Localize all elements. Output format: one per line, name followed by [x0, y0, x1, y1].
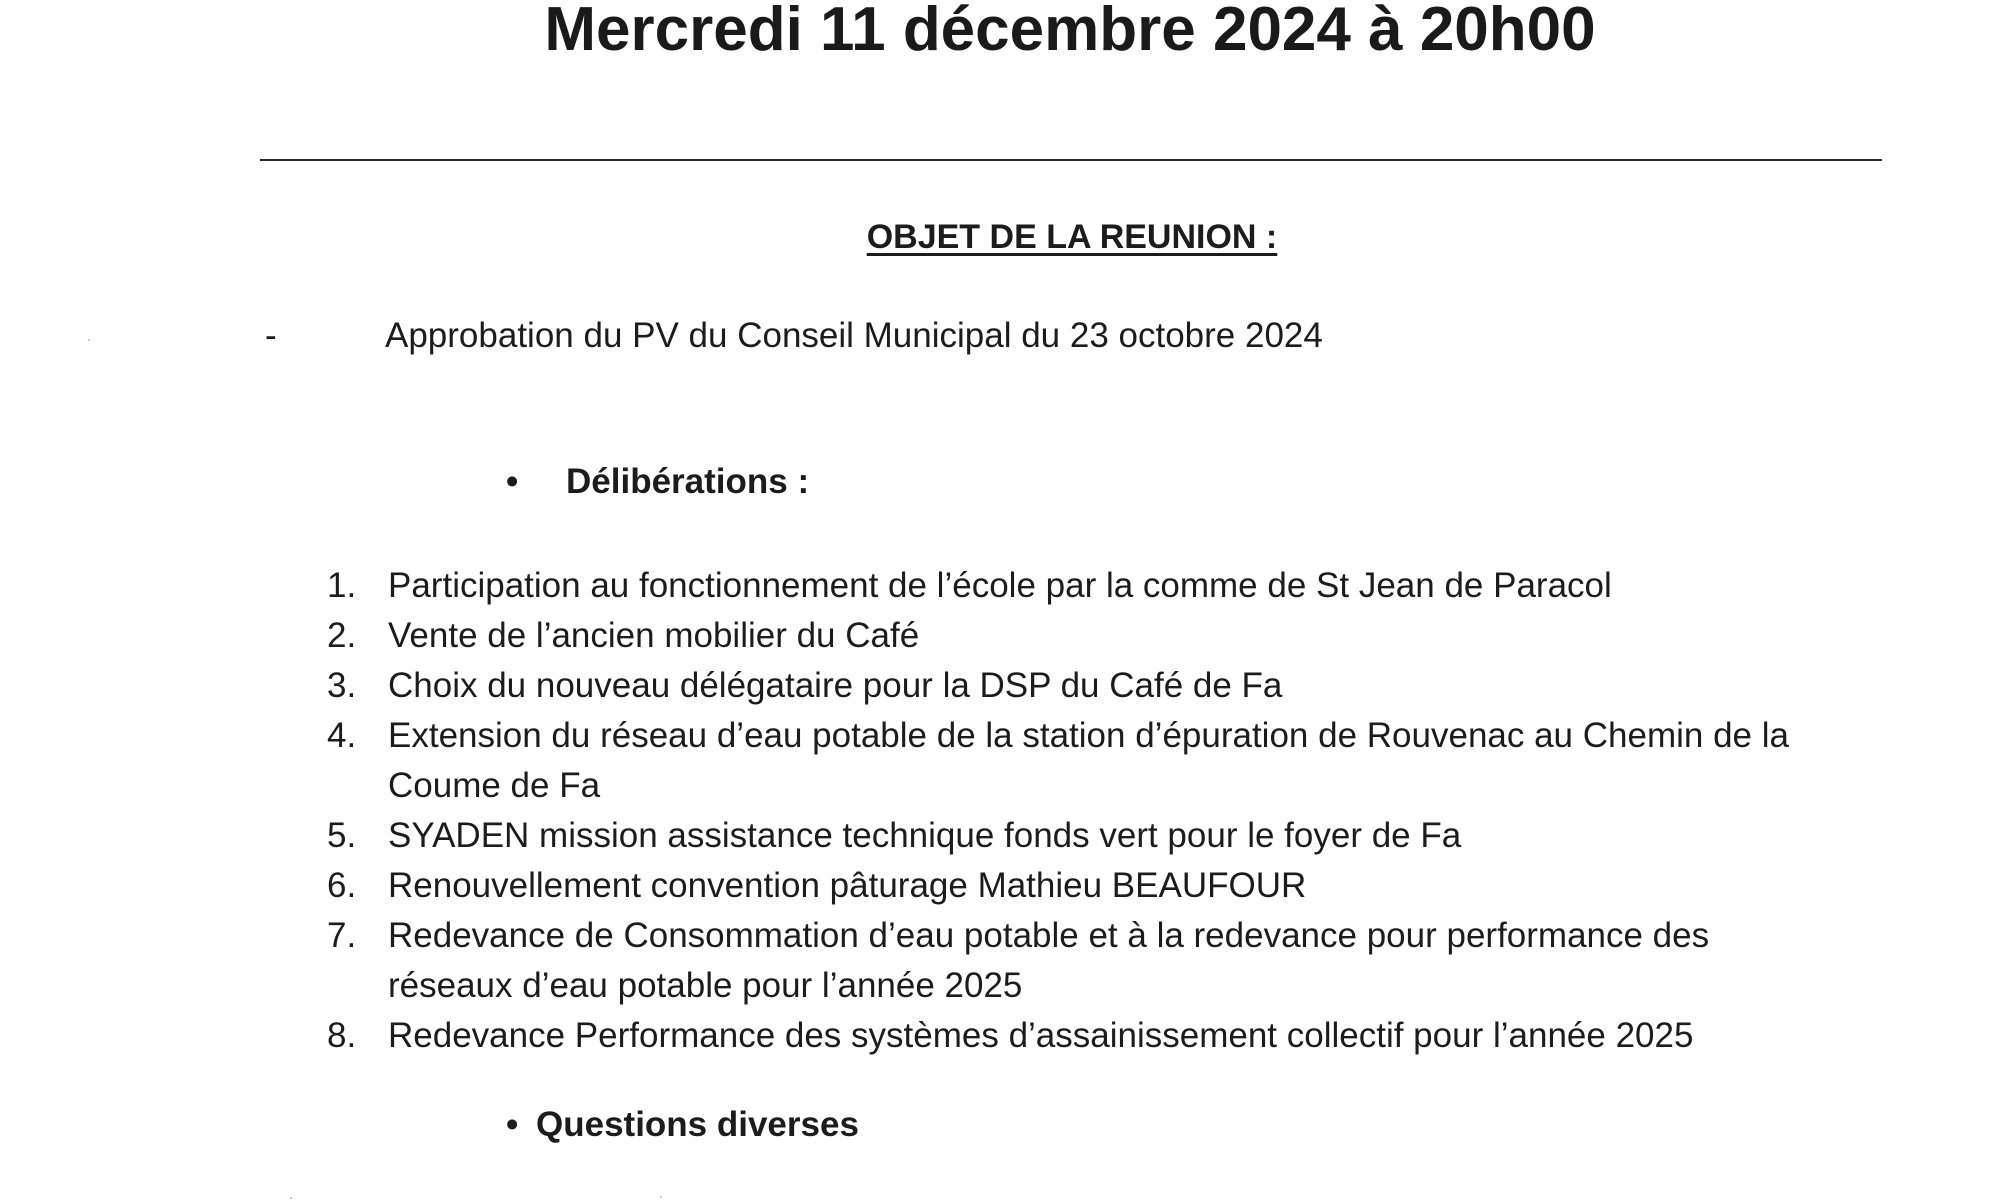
list-item	[0, 911, 1808, 1011]
dash-marker: -	[265, 316, 277, 355]
item-number: 4.	[327, 716, 357, 755]
item-number: 2.	[327, 616, 357, 655]
deliberations-heading	[506, 462, 809, 502]
item-number: 6.	[327, 866, 357, 905]
item-number: 8.	[327, 1016, 357, 1055]
item-text: Redevance Performance des systèmes d’assainissement collectif pour l’année 2025	[388, 1016, 1694, 1055]
scan-speck	[290, 1197, 292, 1199]
scan-speck	[660, 1196, 662, 1198]
bullet-icon: •	[506, 462, 519, 501]
item-number: 1.	[327, 566, 357, 605]
horizontal-divider	[260, 159, 1882, 161]
deliberations-heading-text: Délibérations :	[566, 462, 810, 501]
deliberations-list	[0, 561, 2000, 1061]
item-text: Extension du réseau d’eau potable de la station d’épuration de Rouvenac au Chemin de la Coume de Fa	[388, 716, 1789, 805]
list-item	[0, 811, 1808, 861]
item-text: Redevance de Consommation d’eau potable et à la redevance pour performance des réseaux d’eau potable pour l’année 2025	[388, 916, 1710, 1005]
item-text: Participation au fonctionnement de l’école par la comme de St Jean de Paracol	[388, 566, 1612, 605]
list-item	[0, 561, 1808, 611]
questions-heading	[506, 1105, 859, 1145]
item-text: Vente de l’ancien mobilier du Café	[388, 616, 920, 655]
item-number: 3.	[327, 666, 357, 705]
item-text: Choix du nouveau délégataire pour la DSP du Café de Fa	[388, 666, 1283, 705]
meeting-subject-heading: OBJET DE LA REUNION :	[866, 218, 1278, 256]
list-item	[0, 661, 1808, 711]
item-text: Renouvellement convention pâturage Mathieu BEAUFOUR	[388, 866, 1307, 905]
list-item	[0, 611, 1808, 661]
bullet-icon: •	[506, 1105, 519, 1144]
item-text: SYADEN mission assistance technique fonds vert pour le foyer de Fa	[388, 816, 1462, 855]
list-item	[0, 711, 1808, 811]
list-item	[0, 861, 1808, 911]
item-number: 5.	[327, 816, 357, 855]
approval-text: Approbation du PV du Conseil Municipal du 23 octobre 2024	[385, 316, 1323, 355]
meeting-date-title: Mercredi 11 décembre 2024 à 20h00	[544, 0, 1596, 64]
list-item	[0, 1011, 1808, 1061]
item-number: 7.	[327, 916, 357, 955]
scan-speck	[88, 339, 90, 341]
questions-heading-text: Questions diverses	[536, 1105, 859, 1144]
